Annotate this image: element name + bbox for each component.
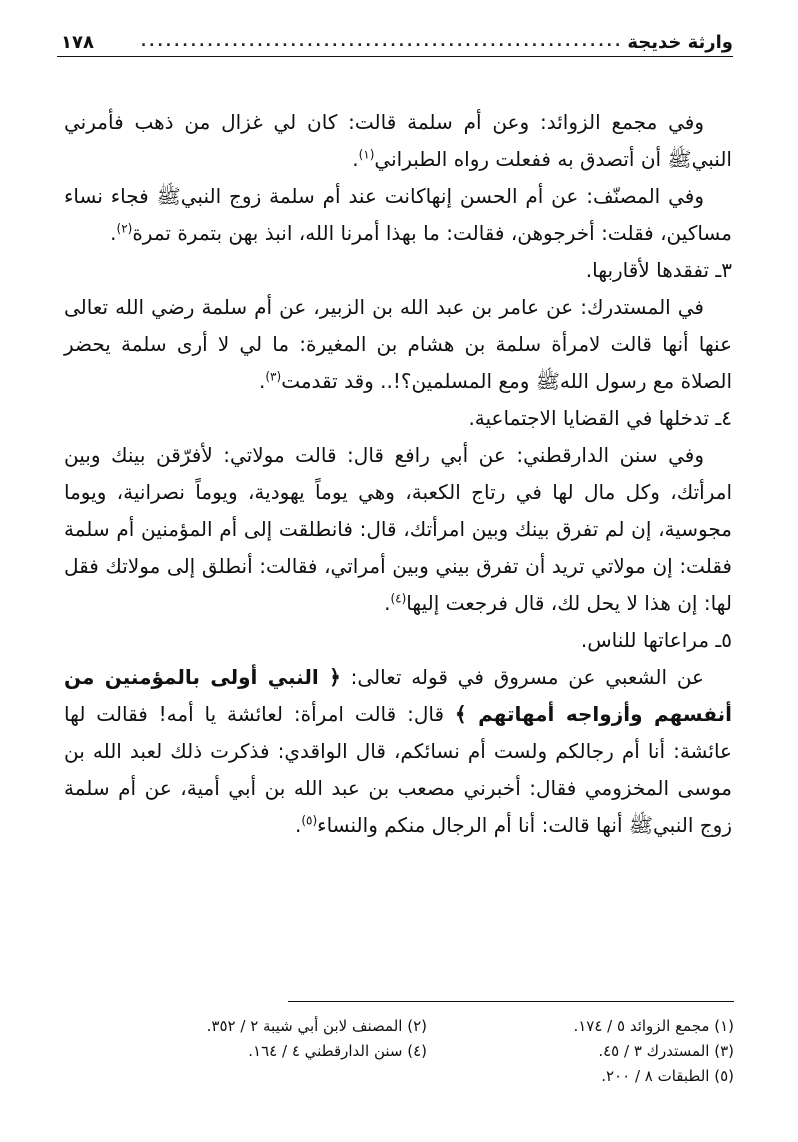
footnote-row: [120, 1039, 734, 1064]
footnote-row: [120, 1014, 734, 1039]
text-run: .: [294, 813, 302, 837]
text-run: عن الشعبي عن مسروق في قوله تعالى:: [340, 665, 704, 689]
text-run: قال: قالت امرأة: لعائشة يا أمه! فقالت لها عائشة: أنا أم رجالكم ولست أم نسائكم، قال الواقدي: فذكرت ذلك لعبد الله بن موسى المخزومي فقال: أخبرني مصعب بن عبد الله بن أبي أمية، عن أم سلمة زوج النبيﷺ أنها قالت: أنا أم الرجال منكم والنساء: [64, 702, 732, 837]
text-run: .: [384, 591, 391, 615]
text-run: .: [352, 147, 359, 171]
page-number: ١٧٨: [61, 31, 94, 53]
footnote: (٤) سنن الدارقطني ٤ / ١٦٤.: [248, 1042, 427, 1060]
quran-verse: ﴿ النبي أولى بالمؤمنين من أنفسهم وأزواجه أمهاتهم ﴾: [64, 665, 732, 726]
section-heading: [64, 400, 732, 437]
section-heading: [64, 252, 732, 289]
paragraph: [64, 659, 732, 844]
running-header: [57, 28, 733, 57]
footnotes: [120, 1014, 734, 1089]
footnote-ref: (١): [358, 147, 375, 162]
text-run: وفي سنن الدارقطني: عن أبي رافع قال: قالت مولاتي: لأفرّقن بينك وبين امرأتك، وكل مال لها في رتاج الكعبة، وهي يوماً يهودية، ويوماً نصرانية، ويوما مجوسية، إن لم تفرق بينك وبين امرأتك، قال: فانطلقت إلى أم المؤمنين أم سلمة فقلت: إن مولاتي تريد أن تفرق بيني وبين أمراتي، فقالت: أنطلق إلى مولاتك فقل لها: إن هذا لا يحل لك، قال فرجعت إليها: [64, 443, 732, 615]
footnote: (٢) المصنف لابن أبي شيبة ٢ / ٣٥٢.: [206, 1017, 427, 1035]
footnote: (١) مجمع الزوائد ٥ / ١٧٤.: [573, 1017, 734, 1035]
text-run: ٣ـ تفقدها لأقاربها.: [585, 258, 732, 282]
footnote-ref: (٤): [390, 591, 407, 606]
text-run: ٤ـ تدخلها في القضايا الاجتماعية.: [468, 406, 732, 430]
text-run: ٥ـ مراعاتها للناس.: [580, 628, 732, 652]
text-run: وفي المصنّف: عن أم الحسن إنهاكانت عند أم سلمة زوج النبيﷺ فجاء نساء مساكين، فقلت: أخرجوهن، فقالت: ما بهذا أمرنا الله، انبذ بهن بتمرة تمرة: [64, 184, 732, 245]
main-text: [64, 104, 732, 844]
paragraph: [64, 437, 732, 622]
footnote-row: [120, 1064, 734, 1089]
book-title: وارثة خديجة: [627, 31, 733, 53]
text-run: .: [110, 221, 117, 245]
footnote-ref: (٥): [301, 813, 318, 828]
text-run: .: [259, 369, 266, 393]
footnote: (٥) الطبقات ٨ / ٢٠٠.: [601, 1067, 734, 1085]
paragraph: [64, 178, 732, 252]
footnote: [120, 1064, 427, 1089]
footnote-ref: (٢): [116, 221, 133, 236]
paragraph: [64, 289, 732, 400]
footnote: (٣) المستدرك ٣ / ٤٥.: [598, 1042, 734, 1060]
paragraph: [64, 104, 732, 178]
footnote-ref: (٣): [265, 369, 282, 384]
footnote-separator: [288, 1001, 734, 1002]
text-run: في المستدرك: عن عامر بن عبد الله بن الزبير، عن أم سلمة رضي الله تعالى عنها أنها قالت لامرأة سلمة بن هشام بن المغيرة: ما لي لا أرى سلمة يحضر الصلاة مع رسول اللهﷺ ومع المسلمين؟!.. وقد تقدمت: [64, 295, 732, 393]
section-heading: [64, 622, 732, 659]
header-leader-dots: ..........................................................: [140, 34, 624, 50]
text-run: وفي مجمع الزوائد: وعن أم سلمة قالت: كان لي غزال من ذهب فأمرني النبيﷺ أن أتصدق به ففعلت رواه الطبراني: [64, 110, 732, 171]
